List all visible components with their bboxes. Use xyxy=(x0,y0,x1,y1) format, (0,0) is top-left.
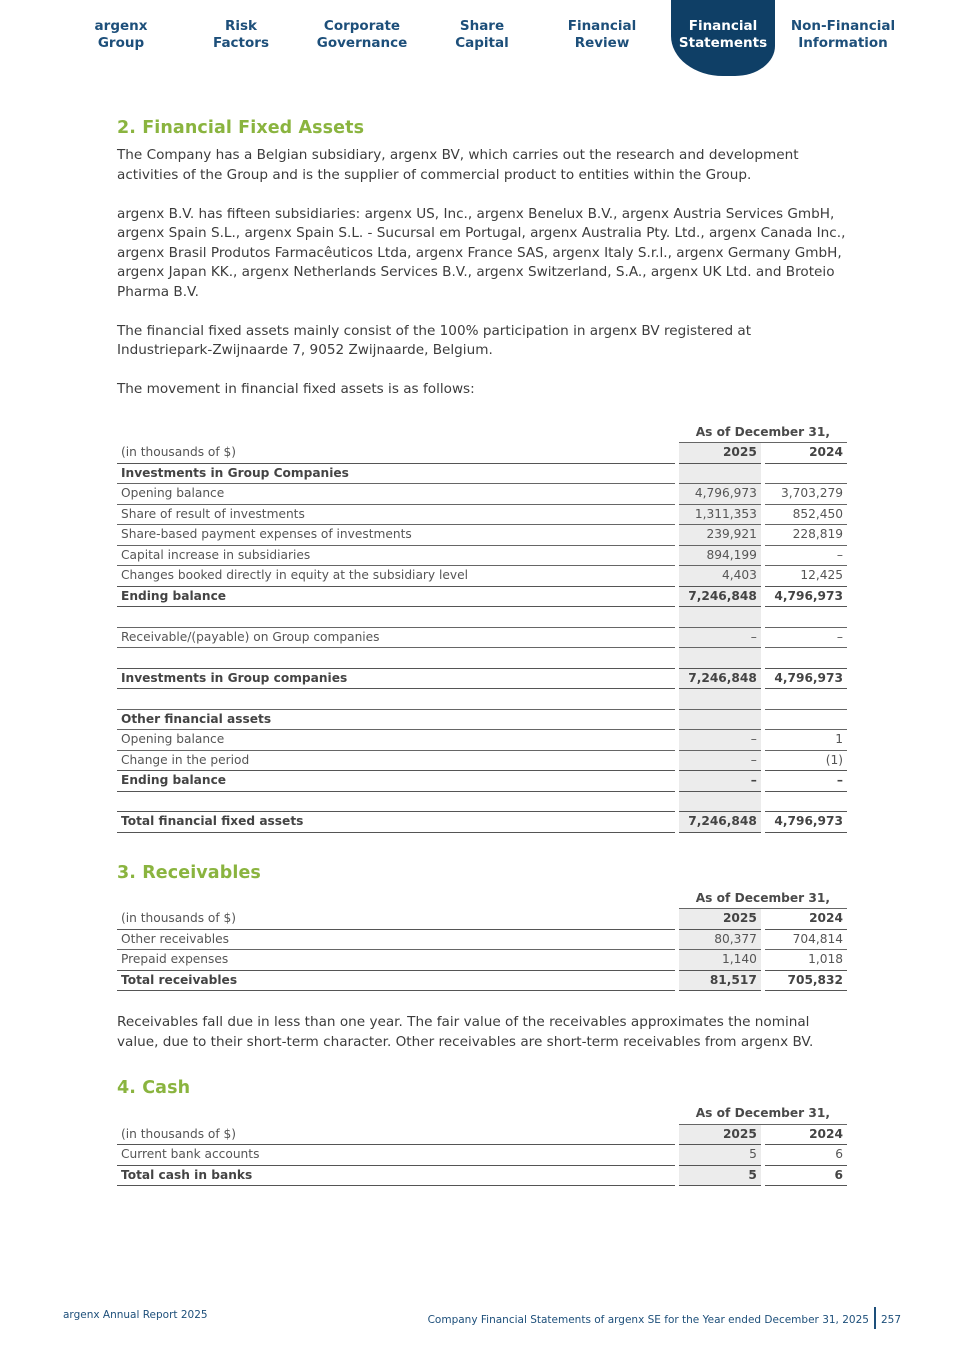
table-row xyxy=(117,950,847,971)
as-of-header: As of December 31, xyxy=(679,1104,847,1125)
table-row xyxy=(117,628,847,649)
year-header: 2024 xyxy=(765,1125,847,1146)
row-label: Total financial fixed assets xyxy=(117,812,675,833)
row-label: Share-based payment expenses of investments xyxy=(117,525,675,546)
table-row xyxy=(117,710,847,731)
table-row xyxy=(117,1145,847,1166)
value-2024 xyxy=(765,464,847,485)
row-label: Ending balance xyxy=(117,771,675,792)
row-label: Changes booked directly in equity at the subsidiary level xyxy=(117,566,675,587)
row-label xyxy=(117,648,675,669)
value-2024: 705,832 xyxy=(765,971,847,992)
table-row xyxy=(117,971,847,992)
value-2025: 81,517 xyxy=(679,971,761,992)
row-label: Opening balance xyxy=(117,484,675,505)
nav-tab-label-line1: Risk xyxy=(224,18,258,34)
row-label: Receivable/(payable) on Group companies xyxy=(117,628,675,649)
row-label xyxy=(117,792,675,813)
value-2024: – xyxy=(765,546,847,567)
row-label: Current bank accounts xyxy=(117,1145,675,1166)
value-2025 xyxy=(679,607,761,628)
nav-tab-financial-review[interactable] xyxy=(542,18,662,52)
nav-tab-corporate-governance[interactable] xyxy=(302,18,422,52)
nav-tab-label-line2: Information xyxy=(798,35,888,51)
nav-tab-label-line2: Group xyxy=(97,35,145,51)
table-row xyxy=(117,1166,847,1187)
value-2024: 3,703,279 xyxy=(765,484,847,505)
table-row xyxy=(117,546,847,567)
top-navigation xyxy=(0,0,964,80)
value-2024: 6 xyxy=(765,1166,847,1187)
value-2025 xyxy=(679,710,761,731)
nav-tab-label-line1: Corporate xyxy=(323,18,401,34)
footer-report-title: argenx Annual Report 2025 xyxy=(63,1309,208,1321)
table-header-row xyxy=(117,1125,847,1146)
row-label: Other financial assets xyxy=(117,710,675,731)
value-2024: 852,450 xyxy=(765,505,847,526)
year-header: 2024 xyxy=(765,909,847,930)
table-header-row xyxy=(117,889,847,910)
value-2025: 4,796,973 xyxy=(679,484,761,505)
nav-tab-financial-statements[interactable] xyxy=(671,0,775,76)
table-spacer-row xyxy=(117,689,847,710)
table-row xyxy=(117,751,847,772)
value-2024: (1) xyxy=(765,751,847,772)
nav-tab-label-line1: Financial xyxy=(567,18,637,34)
nav-tab-non-financial-information[interactable] xyxy=(783,18,903,52)
value-2024: – xyxy=(765,628,847,649)
unit-label: (in thousands of $) xyxy=(117,909,675,930)
table-row xyxy=(117,669,847,690)
row-label: Share of result of investments xyxy=(117,505,675,526)
section-title-financial-fixed-assets: 2. Financial Fixed Assets xyxy=(117,118,365,138)
value-2024: 12,425 xyxy=(765,566,847,587)
value-2025: 5 xyxy=(679,1166,761,1187)
paragraph: The financial fixed assets mainly consist of the 100% participation in argenx BV registered at Industriepark-Zwijnaarde 7, 9052 Zwijnaarde, Belgium. xyxy=(117,322,752,358)
table-spacer-row xyxy=(117,607,847,628)
value-2024: 4,796,973 xyxy=(765,587,847,608)
nav-tab-label-line2: Capital xyxy=(455,35,509,51)
table-row xyxy=(117,930,847,951)
table-header-row xyxy=(117,423,847,444)
row-label: Investments in Group Companies xyxy=(117,464,675,485)
value-2024: 6 xyxy=(765,1145,847,1166)
value-2025: 80,377 xyxy=(679,930,761,951)
value-2025 xyxy=(679,792,761,813)
value-2024: 1 xyxy=(765,730,847,751)
nav-tab-label-line1: Non-Financial xyxy=(790,18,896,34)
table-header-row xyxy=(117,1104,847,1125)
table-spacer-row xyxy=(117,792,847,813)
table-row xyxy=(117,525,847,546)
value-2024: 4,796,973 xyxy=(765,669,847,690)
section-title-receivables: 3. Receivables xyxy=(117,862,261,883)
financial-fixed-assets-table xyxy=(117,423,847,833)
paragraph: argenx B.V. has fifteen subsidiaries: argenx US, Inc., argenx Benelux B.V., argenx Austria Services GmbH, argenx Spain S.L., argenx Spain S.L. - Sucursal em Portugal, argenx Australia Pty. Ltd., argenx Canada Inc., argenx Brasil Produtos Farmacêuticos Ltda, argenx France SAS, argenx Italy S.r.l., argenx Germany GmbH, argenx Japan KK., argenx Netherlands Services B.V., argenx Switzerland, S.A., argenx UK Ltd. and Broteio Pharma B.V. xyxy=(117,205,846,300)
row-label: Opening balance xyxy=(117,730,675,751)
table-row xyxy=(117,730,847,751)
table-header-row xyxy=(117,443,847,464)
as-of-header: As of December 31, xyxy=(679,889,847,910)
table-row xyxy=(117,587,847,608)
table-row xyxy=(117,464,847,485)
table-spacer-row xyxy=(117,648,847,669)
value-2025 xyxy=(679,464,761,485)
value-2024 xyxy=(765,648,847,669)
paragraph: The movement in financial fixed assets is as follows: xyxy=(117,381,475,397)
value-2025: 7,246,848 xyxy=(679,669,761,690)
unit-label: (in thousands of $) xyxy=(117,1125,675,1146)
nav-tab-label-line2: Factors xyxy=(213,35,269,51)
section-title-cash: 4. Cash xyxy=(117,1078,191,1098)
row-label: Capital increase in subsidiaries xyxy=(117,546,675,567)
value-2024: – xyxy=(765,771,847,792)
value-2024: 704,814 xyxy=(765,930,847,951)
nav-tab-share-capital[interactable] xyxy=(422,18,542,52)
as-of-header: As of December 31, xyxy=(679,423,847,444)
value-2025: 7,246,848 xyxy=(679,812,761,833)
nav-tab-label-line1: argenx xyxy=(94,18,148,34)
value-2025: – xyxy=(679,730,761,751)
nav-tab-argenx-group[interactable] xyxy=(61,18,181,52)
value-2025 xyxy=(679,648,761,669)
table-row xyxy=(117,771,847,792)
value-2025: 1,311,353 xyxy=(679,505,761,526)
table-header-row xyxy=(117,909,847,930)
year-header: 2025 xyxy=(679,909,761,930)
value-2025: 1,140 xyxy=(679,950,761,971)
cash-table xyxy=(117,1104,847,1186)
unit-label: (in thousands of $) xyxy=(117,443,675,464)
year-header: 2024 xyxy=(765,443,847,464)
value-2024 xyxy=(765,607,847,628)
value-2024: 1,018 xyxy=(765,950,847,971)
row-label: Total cash in banks xyxy=(117,1166,675,1187)
footer-section-title: Company Financial Statements of argenx SE for the Year ended December 31, 2025 xyxy=(427,1314,869,1326)
value-2025: 7,246,848 xyxy=(679,587,761,608)
nav-tab-label-line2: Governance xyxy=(316,35,408,51)
footer-right xyxy=(428,1309,901,1331)
value-2024: 228,819 xyxy=(765,525,847,546)
value-2024 xyxy=(765,689,847,710)
row-label: Prepaid expenses xyxy=(117,950,675,971)
receivables-table xyxy=(117,889,847,992)
value-2025: – xyxy=(679,628,761,649)
row-label: Investments in Group companies xyxy=(117,669,675,690)
page-number: 257 xyxy=(880,1314,901,1326)
row-label: Change in the period xyxy=(117,751,675,772)
nav-tab-label-line1: Financial xyxy=(688,18,758,34)
paragraph: Receivables fall due in less than one year. The fair value of the receivables approximates the nominal value, due to their short-term character. Other receivables are short-term receivables from argenx BV. xyxy=(117,1014,814,1050)
value-2024 xyxy=(765,792,847,813)
page-content xyxy=(117,118,847,1186)
value-2025: 894,199 xyxy=(679,546,761,567)
table-row xyxy=(117,566,847,587)
nav-tab-label-line2: Statements xyxy=(678,35,768,51)
value-2025 xyxy=(679,689,761,710)
nav-tab-label-line1: Share xyxy=(459,18,505,34)
value-2025: 4,403 xyxy=(679,566,761,587)
table-row xyxy=(117,812,847,833)
table-row xyxy=(117,484,847,505)
row-label: Other receivables xyxy=(117,930,675,951)
row-label: Ending balance xyxy=(117,587,675,608)
row-label: Total receivables xyxy=(117,971,675,992)
value-2024: 4,796,973 xyxy=(765,812,847,833)
nav-tab-label-line2: Review xyxy=(574,35,630,51)
value-2025: – xyxy=(679,751,761,772)
row-label xyxy=(117,607,675,628)
nav-tab-risk-factors[interactable] xyxy=(181,18,301,52)
year-header: 2025 xyxy=(679,1125,761,1146)
footer-divider xyxy=(874,1307,876,1329)
table-row xyxy=(117,505,847,526)
year-header: 2025 xyxy=(679,443,761,464)
row-label xyxy=(117,689,675,710)
paragraph: The Company has a Belgian subsidiary, argenx BV, which carries out the research and development activities of the Group and is the supplier of commercial product to entities within the Group. xyxy=(117,147,799,183)
value-2025: 5 xyxy=(679,1145,761,1166)
value-2024 xyxy=(765,710,847,731)
value-2025: 239,921 xyxy=(679,525,761,546)
value-2025: – xyxy=(679,771,761,792)
